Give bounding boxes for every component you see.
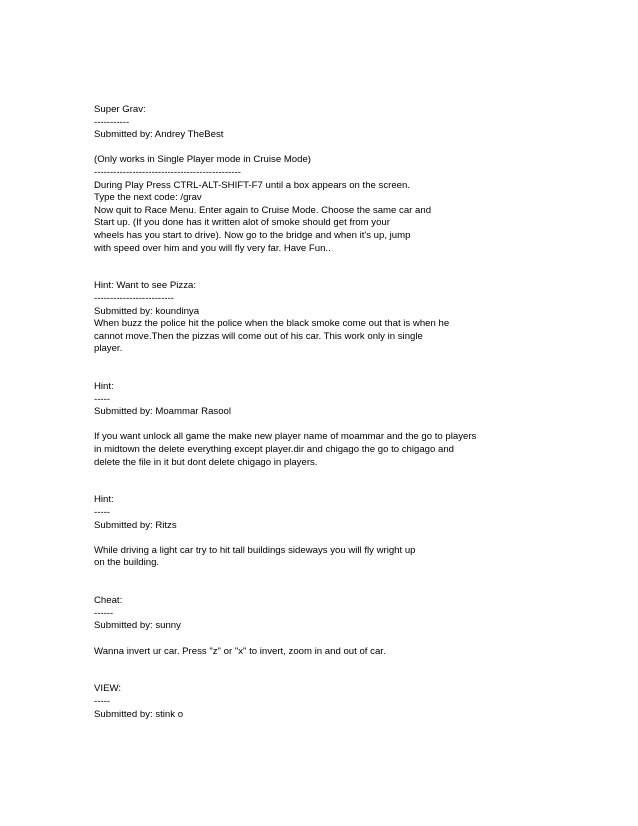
body-line: in midtown the delete everything except player.dir and chigago the go to chigago and: [94, 444, 455, 456]
section-title: Hint:: [94, 494, 114, 506]
section-title: Cheat:: [94, 595, 123, 607]
body-line: ----------------------------------------------: [94, 166, 241, 178]
section-rule: -------------------------: [94, 292, 174, 304]
body-line: with speed over him and you will fly very far. Have Fun..: [94, 242, 331, 254]
section-rule: -----: [94, 695, 110, 707]
section-pizza-hint: [94, 280, 594, 356]
section-rule: -----------: [94, 116, 130, 128]
section-title: VIEW:: [94, 683, 122, 695]
submitted-by: Submitted by: koundinya: [94, 305, 200, 317]
section-rule: ------: [94, 607, 114, 619]
submitted-by: Submitted by: sunny: [94, 620, 181, 632]
body-line: cannot move.Then the pizzas will come out of his car. This work only in single: [94, 330, 423, 342]
body-line: Now quit to Race Menu. Enter again to Cruise Mode. Choose the same car and: [94, 204, 432, 216]
section-title: Super Grav:: [94, 104, 146, 115]
section-invert-cheat: [94, 595, 594, 658]
body-line: wheels has you start to drive). Now go to the bridge and when it's up, jump: [94, 229, 411, 241]
body-line: (Only works in Single Player mode in Cruise Mode): [94, 154, 312, 166]
body-line: Type the next code: /grav: [94, 192, 202, 204]
section-unlock-hint: [94, 381, 594, 469]
body-line: During Play Press CTRL-ALT-SHIFT-F7 until a box appears on the screen.: [94, 179, 411, 191]
submitted-by: Submitted by: Ritzs: [94, 519, 177, 531]
section-light-car-hint: [94, 494, 594, 570]
document-page: [94, 104, 594, 721]
submitted-by: Submitted by: Andrey TheBest: [94, 129, 224, 141]
submitted-by: Submitted by: Moammar Rasool: [94, 406, 232, 418]
section-title: Hint: Want to see Pizza:: [94, 280, 197, 292]
section-title: Hint:: [94, 381, 114, 393]
section-super-grav: [94, 104, 594, 255]
section-rule: -----: [94, 507, 110, 518]
body-line: Start up. (If you done has it written alot of smoke should get from your: [94, 217, 390, 229]
body-line: on the building.: [94, 557, 160, 569]
body-line: Wanna invert ur car. Press "z" or "x" to invert, zoom in and out of car.: [94, 645, 386, 657]
body-line: When buzz the police hit the police when the black smoke come out that is when he: [94, 318, 450, 330]
body-line: delete the file in it but dont delete chigago in players.: [94, 456, 318, 468]
section-view: [94, 683, 594, 721]
submitted-by: Submitted by: stink o: [94, 708, 184, 720]
body-line: player.: [94, 343, 123, 355]
body-line: If you want unlock all game the make new player name of moammar and the go to players: [94, 431, 477, 443]
body-line: While driving a light car try to hit tall buildings sideways you will fly wright up: [94, 544, 416, 556]
section-rule: -----: [94, 393, 110, 405]
